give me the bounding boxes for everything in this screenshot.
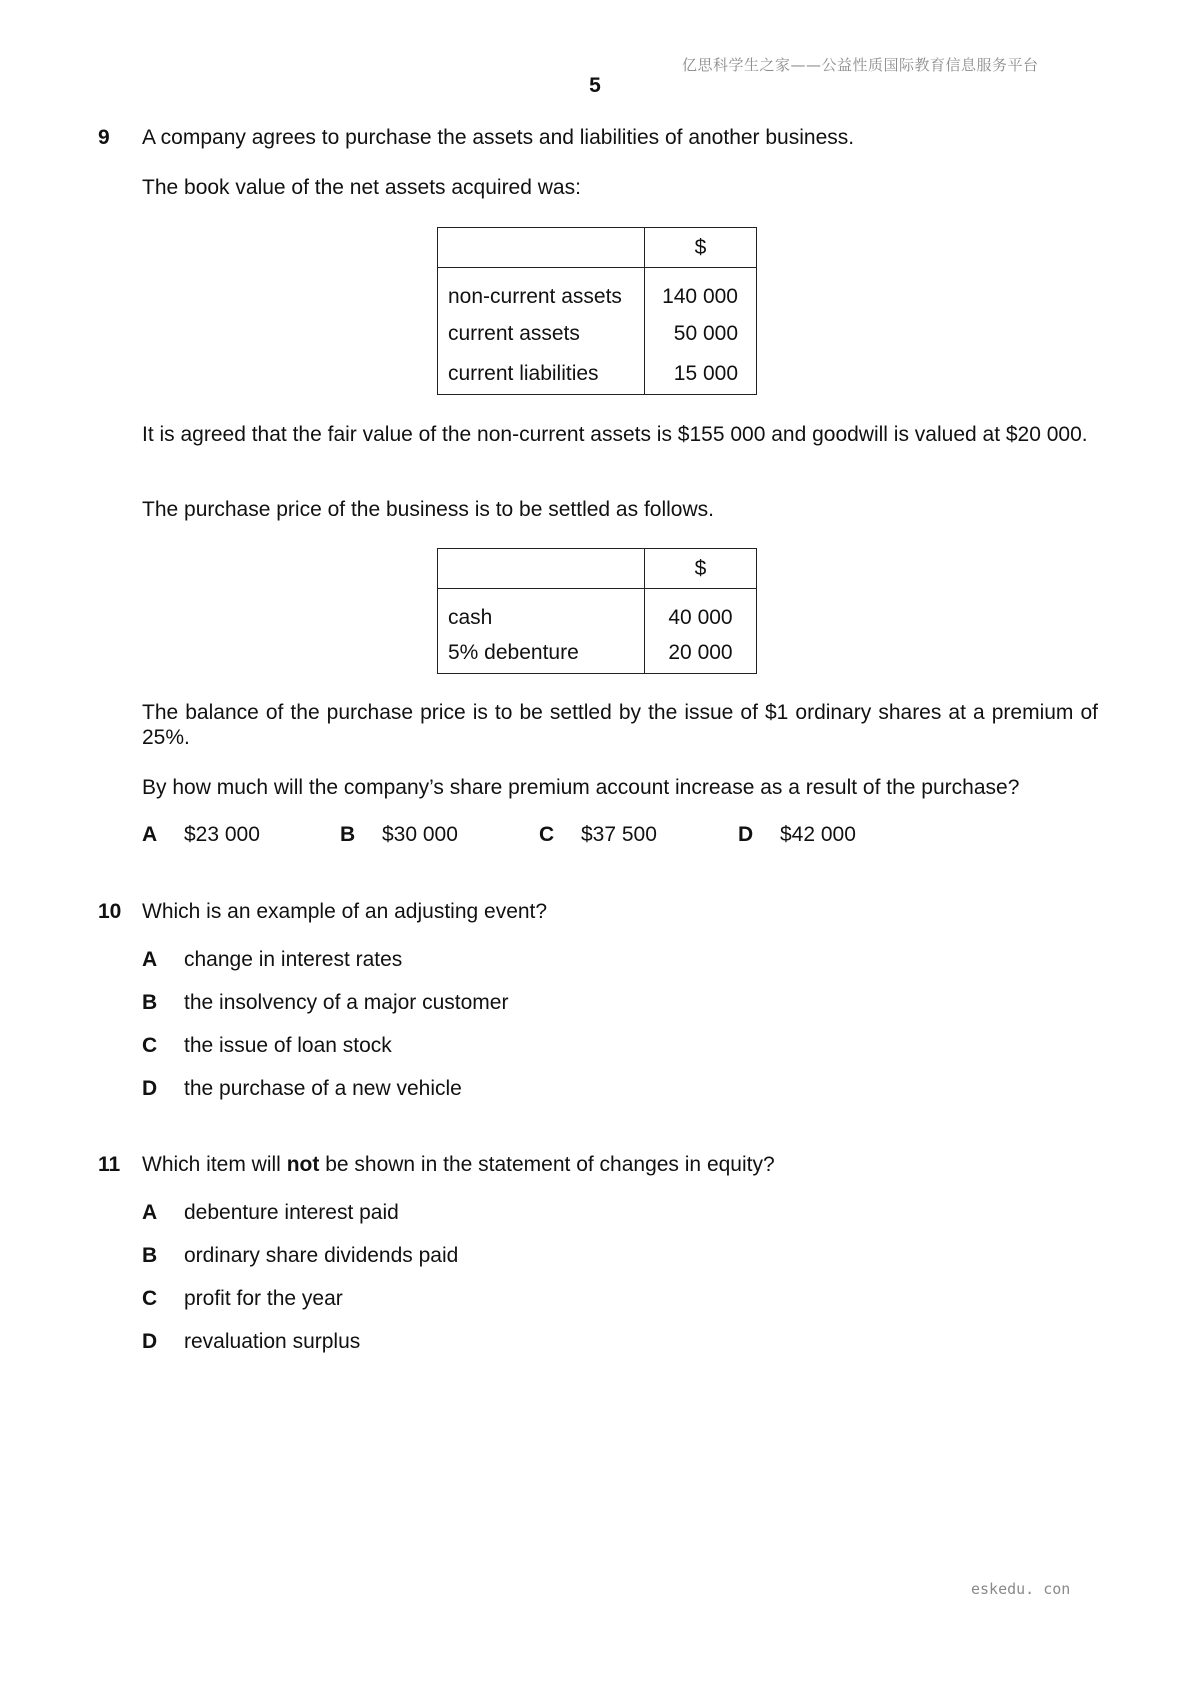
purchase-price-table	[437, 548, 757, 674]
option-d[interactable]	[738, 823, 856, 847]
option-a[interactable]	[142, 1201, 399, 1225]
row-label: 5% debenture	[438, 634, 645, 674]
table-row	[438, 268, 757, 313]
row-label: non-current assets	[438, 268, 645, 313]
option-text: the purchase of a new vehicle	[184, 1077, 462, 1100]
option-text: profit for the year	[184, 1287, 343, 1310]
question-9-balance-paragraph: The balance of the purchase price is to be settled by the issue of $1 ordinary shares at a premium of 25%.	[142, 701, 1098, 749]
net-assets-table-header: $	[645, 228, 757, 268]
net-assets-table	[437, 227, 757, 395]
question-9-stem: A company agrees to purchase the assets and liabilities of another business.	[142, 126, 855, 149]
option-letter: C	[142, 1034, 158, 1057]
row-value: 40 000	[645, 589, 757, 634]
question-9-intro: The book value of the net assets acquired was:	[142, 176, 581, 199]
question-9-number: 9	[98, 126, 110, 149]
row-value: 20 000	[645, 634, 757, 674]
purchase-price-table-corner	[438, 549, 645, 589]
option-letter: A	[142, 823, 158, 846]
option-a[interactable]	[142, 948, 403, 972]
option-letter: B	[142, 1244, 158, 1267]
net-assets-table-corner	[438, 228, 645, 268]
row-label: current liabilities	[438, 355, 645, 395]
purchase-price-table-header: $	[645, 549, 757, 589]
table-row	[438, 634, 757, 674]
footer-watermark: eskedu. con	[971, 1580, 1071, 1598]
option-letter: D	[142, 1330, 158, 1353]
option-b[interactable]	[142, 991, 509, 1015]
option-letter: A	[142, 948, 158, 971]
question-10-number: 10	[98, 900, 122, 923]
row-label: cash	[438, 589, 645, 634]
option-text: $37 500	[581, 823, 657, 846]
question-9-question: By how much will the company’s share premium account increase as a result of the purchase?	[142, 776, 1020, 799]
option-letter: B	[340, 823, 356, 846]
option-a[interactable]	[142, 823, 260, 847]
option-text: $30 000	[382, 823, 458, 846]
row-value: 50 000	[645, 313, 757, 355]
option-letter: D	[738, 823, 754, 846]
stem-text: be shown in the statement of changes in equity?	[325, 1153, 775, 1176]
option-text: $23 000	[184, 823, 260, 846]
table-row	[438, 355, 757, 395]
question-11-number: 11	[98, 1153, 121, 1176]
question-11-stem	[142, 1153, 775, 1177]
table-row	[438, 589, 757, 634]
stem-emphasis: not	[286, 1153, 320, 1176]
question-9-settlement-paragraph: The purchase price of the business is to be settled as follows.	[142, 498, 714, 521]
option-b[interactable]	[142, 1244, 459, 1268]
option-text: the insolvency of a major customer	[184, 991, 509, 1014]
question-9-fair-value-paragraph: It is agreed that the fair value of the non-current assets is $155 000 and goodwill is valued at $20 000.	[142, 423, 1088, 446]
option-letter: B	[142, 991, 158, 1014]
option-c[interactable]	[539, 823, 657, 847]
stem-text: Which item will	[142, 1153, 281, 1176]
option-c[interactable]	[142, 1287, 343, 1311]
option-c[interactable]	[142, 1034, 392, 1058]
table-row	[438, 313, 757, 355]
header-watermark: 亿思科学生之家——公益性质国际教育信息服务平台	[682, 56, 1039, 74]
option-text: revaluation surplus	[184, 1330, 361, 1353]
option-letter: C	[539, 823, 555, 846]
row-label: current assets	[438, 313, 645, 355]
option-d[interactable]	[142, 1077, 462, 1101]
row-value: 140 000	[645, 268, 757, 313]
page-number: 5	[589, 74, 601, 97]
option-text: the issue of loan stock	[184, 1034, 392, 1057]
option-text: $42 000	[780, 823, 856, 846]
option-text: change in interest rates	[184, 948, 403, 971]
option-d[interactable]	[142, 1330, 361, 1354]
option-text: debenture interest paid	[184, 1201, 399, 1224]
option-b[interactable]	[340, 823, 458, 847]
question-10-stem: Which is an example of an adjusting event?	[142, 900, 548, 923]
row-value: 15 000	[645, 355, 757, 395]
option-letter: C	[142, 1287, 158, 1310]
option-letter: D	[142, 1077, 158, 1100]
option-letter: A	[142, 1201, 158, 1224]
option-text: ordinary share dividends paid	[184, 1244, 459, 1267]
